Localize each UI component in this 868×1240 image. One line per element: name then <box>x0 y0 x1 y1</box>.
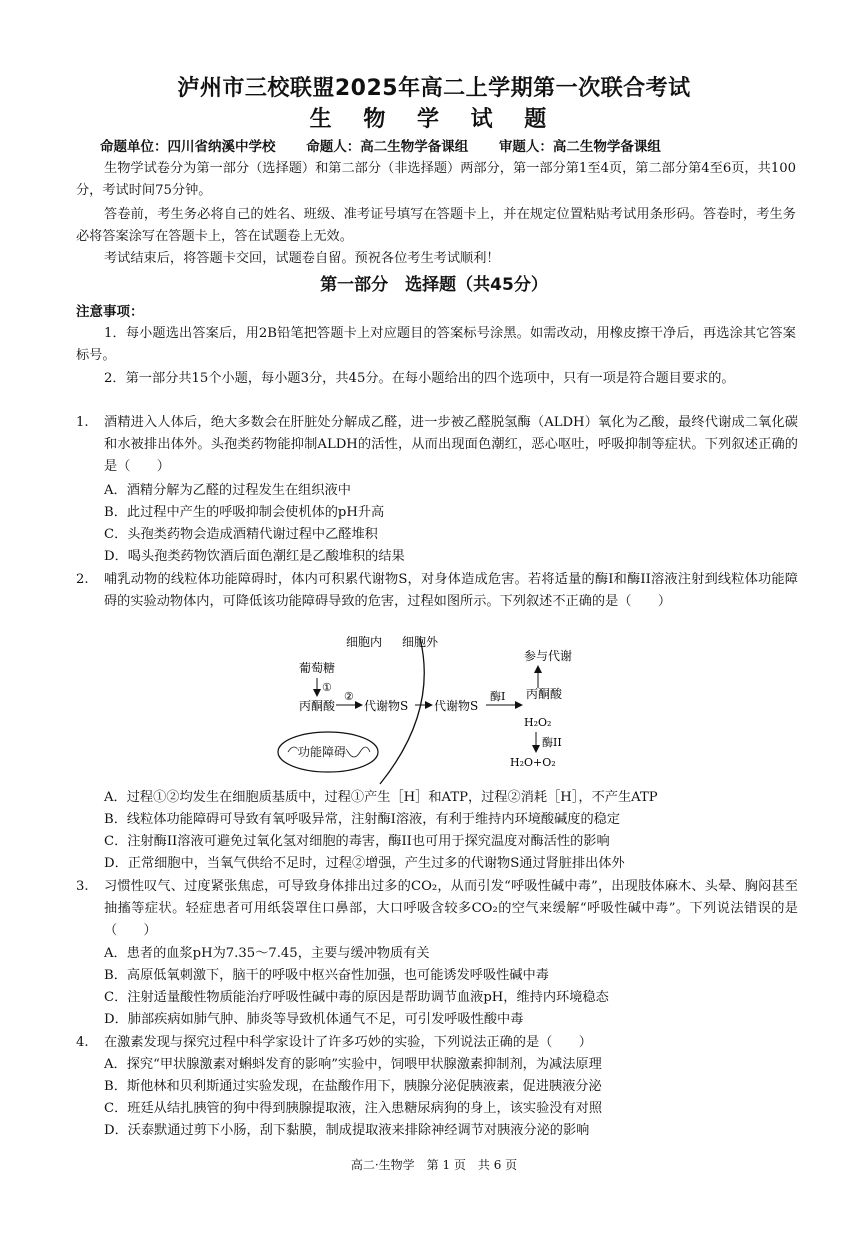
option-d: D．沃泰默通过剪下小肠，刮下黏膜，制成提取液来排除神经调节对胰液分泌的影响 <box>104 1123 590 1138</box>
option-d: D．正常细胞中，当氧气供给不足时，过程②增强，产生过多的代谢物S通过肾脏排出体外 <box>104 856 625 871</box>
option-b: B．线粒体功能障碍可导致有氧呼吸异常，注射酶I溶液，有利于维持内环境酸碱度的稳定 <box>104 812 621 827</box>
option-c: C．头孢类药物会造成酒精代谢过程中乙醛堆积 <box>104 527 378 542</box>
option-c: C．注射酶II溶液可避免过氧化氢对细胞的毒害，酶II也可用于探究温度对酶活性的影响 <box>104 834 610 849</box>
intro-paragraph-3: 考试结束后，将答题卡交回，试题卷自留。预祝各位考生考试顺利！ <box>104 251 500 266</box>
author-label: 命题人：高二生物学备课组 <box>306 139 469 155</box>
option-a: A．患者的血浆pH为7.35～7.45，主要与缓冲物质有关 <box>104 946 430 961</box>
question-stem: 习惯性叹气、过度紧张焦虑，可导致身体排出过多的CO₂，从而引发“呼吸性碱中毒”，出现肢体麻木、头晕、胸闷甚至抽搐等症状。轻症患者可用纸袋罩住口鼻部，大口呼吸含较多CO₂的空气来缓解“呼吸性碱中毒”。下列说法错误的是（ ） <box>104 879 798 938</box>
question-number: 3. <box>76 879 89 894</box>
option-b: B．此过程中产生的呼吸抑制会使机体的pH升高 <box>104 505 385 520</box>
option-a: A．酒精分解为乙醛的过程发生在组织液中 <box>104 483 351 498</box>
question-number: 1. <box>76 415 89 430</box>
notice-heading: 注意事项： <box>76 304 144 320</box>
section-title: 第一部分 选择题（共45分） <box>320 275 548 295</box>
option-c: C．注射适量酸性物质能治疗呼吸性碱中毒的原因是帮助调节血液pH，维持内环境稳态 <box>104 990 609 1005</box>
metabolism-diagram <box>270 632 610 788</box>
mito-label: 功能障碍 <box>298 745 347 759</box>
question-number: 2. <box>76 572 89 587</box>
metabolite-outside: 代谢物S <box>434 699 479 713</box>
enzyme2-label: 酶II <box>542 736 562 749</box>
question-stem: 哺乳动物的线粒体功能障碍时，体内可积累代谢物S，对身体造成危害。若将适量的酶I和酶II溶液注射到线粒体功能障碍的实验动物体内，可降低该功能障碍导致的危害，过程如图所示。下列叙述不正确的是（ ） <box>104 572 798 609</box>
products-label: H₂O+O₂ <box>510 756 556 769</box>
inside-label: 细胞内 <box>346 635 383 649</box>
option-d: D．肺部疾病如肺气肿、肺炎等导致机体通气不足，可引发呼吸性酸中毒 <box>104 1012 524 1027</box>
participate-label: 参与代谢 <box>524 649 573 663</box>
question-stem: 在激素发现与探究过程中科学家设计了许多巧妙的实验，下列说法正确的是（ ） <box>104 1035 592 1050</box>
intro-paragraph-1: 生物学试卷分为第一部分（选择题）和第二部分（非选择题）两部分，第一部分第1至4页，第二部分第4至6页，共100分，考试时间75分钟。 <box>76 161 796 198</box>
question-stem: 酒精进入人体后，绝大多数会在肝脏处分解成乙醛，进一步被乙醛脱氢酶（ALDH）氧化为乙酸，最终代谢成二氧化碳和水被排出体外。头孢类药物能抑制ALDH的活性，从而出现面色潮红，恶心呕吐，呼吸抑制等症状。下列叙述正确的是（ ） <box>104 415 798 474</box>
question-3 <box>76 876 798 942</box>
intro-paragraph-2: 答卷前，考生务必将自己的姓名、班级、准考证号填写在答题卡上，并在规定位置粘贴考试用条形码。答卷时，考生务必将答案涂写在答题卡上，答在试题卷上无效。 <box>76 207 796 244</box>
question-2 <box>76 569 798 613</box>
option-d: D．喝头孢类药物饮酒后面色潮红是乙酸堆积的结果 <box>104 549 405 564</box>
exam-title: 泸州市三校联盟2025年高二上学期第一次联合考试 <box>177 76 691 101</box>
pyruvate2-label: 丙酮酸 <box>526 687 563 701</box>
question-number: 4. <box>76 1035 89 1050</box>
step1-label: ① <box>322 681 332 694</box>
exam-subject: 生 物 学 试 题 <box>309 107 559 132</box>
notice-item-1: 1．每小题选出答案后，用2B铅笔把答题卡上对应题目的答案标号涂黑。如需改动，用橡皮擦干净后，再选涂其它答案标号。 <box>76 326 796 363</box>
option-a: A．探究“甲状腺激素对蝌蚪发育的影响”实验中，饲喂甲状腺激素抑制剂，为减法原理 <box>104 1057 602 1072</box>
metabolite-inside: 代谢物S <box>364 699 409 713</box>
option-b: B．高原低氧刺激下，脑干的呼吸中枢兴奋性加强，也可能诱发呼吸性碱中毒 <box>104 968 549 983</box>
glucose-label: 葡萄糖 <box>299 661 336 675</box>
question-1 <box>76 412 798 478</box>
page-footer: 高二·生物学 第 1 页 共 6 页 <box>350 1158 518 1172</box>
author-line <box>100 136 800 158</box>
question-4 <box>76 1032 798 1054</box>
unit-label: 命题单位：四川省纳溪中学校 <box>100 139 276 155</box>
step2-label: ② <box>344 690 354 703</box>
option-a: A．过程①②均发生在细胞质基质中，过程①产生［H］和ATP，过程②消耗［H］，不产生ATP <box>104 790 658 805</box>
h2o2-label: H₂O₂ <box>524 716 552 729</box>
notice-item-2: 2．第一部分共15个小题，每小题3分，共45分。在每小题给出的四个选项中，只有一项是符合题目要求的。 <box>104 371 735 386</box>
reviewer-label: 审题人：高二生物学备课组 <box>498 139 661 155</box>
pyruvate-label: 丙酮酸 <box>299 699 336 713</box>
enzyme1-label: 酶I <box>490 690 506 703</box>
option-c: C．班廷从结扎胰管的狗中得到胰腺提取液，注入患糖尿病狗的身上，该实验没有对照 <box>104 1101 603 1116</box>
option-b: B．斯他林和贝利斯通过实验发现，在盐酸作用下，胰腺分泌促胰液素，促进胰液分泌 <box>104 1079 602 1094</box>
outside-label: 细胞外 <box>402 635 439 649</box>
